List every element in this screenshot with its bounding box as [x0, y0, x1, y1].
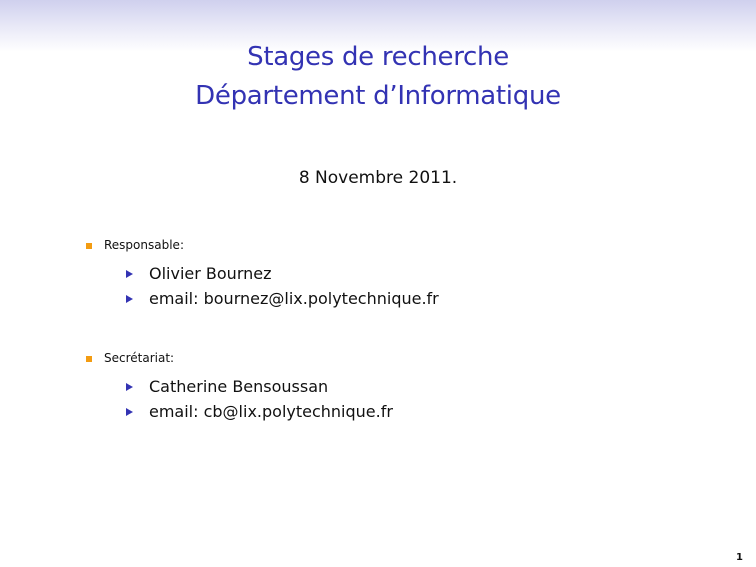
- blue-triangle-bullet-icon: [126, 383, 133, 391]
- page-number: 1: [736, 552, 743, 563]
- slide-title-line2: Département d’Informatique: [195, 81, 561, 111]
- blue-triangle-bullet-icon: [126, 270, 133, 278]
- blue-triangle-bullet-icon: [126, 295, 133, 303]
- blue-triangle-bullet-icon: [126, 408, 133, 416]
- orange-square-bullet-icon: [86, 243, 92, 249]
- list-item-text: Catherine Bensoussan: [149, 377, 329, 396]
- section-label: Secrétariat:: [104, 351, 175, 365]
- slide-title-line1: Stages de recherche: [247, 42, 509, 72]
- list-item-text: Olivier Bournez: [149, 264, 272, 283]
- section-label: Responsable:: [104, 238, 184, 252]
- orange-square-bullet-icon: [86, 356, 92, 362]
- list-item-text: email: cb@lix.polytechnique.fr: [149, 402, 393, 421]
- list-item-text: email: bournez@lix.polytechnique.fr: [149, 289, 439, 308]
- slide-date: 8 Novembre 2011.: [298, 168, 458, 188]
